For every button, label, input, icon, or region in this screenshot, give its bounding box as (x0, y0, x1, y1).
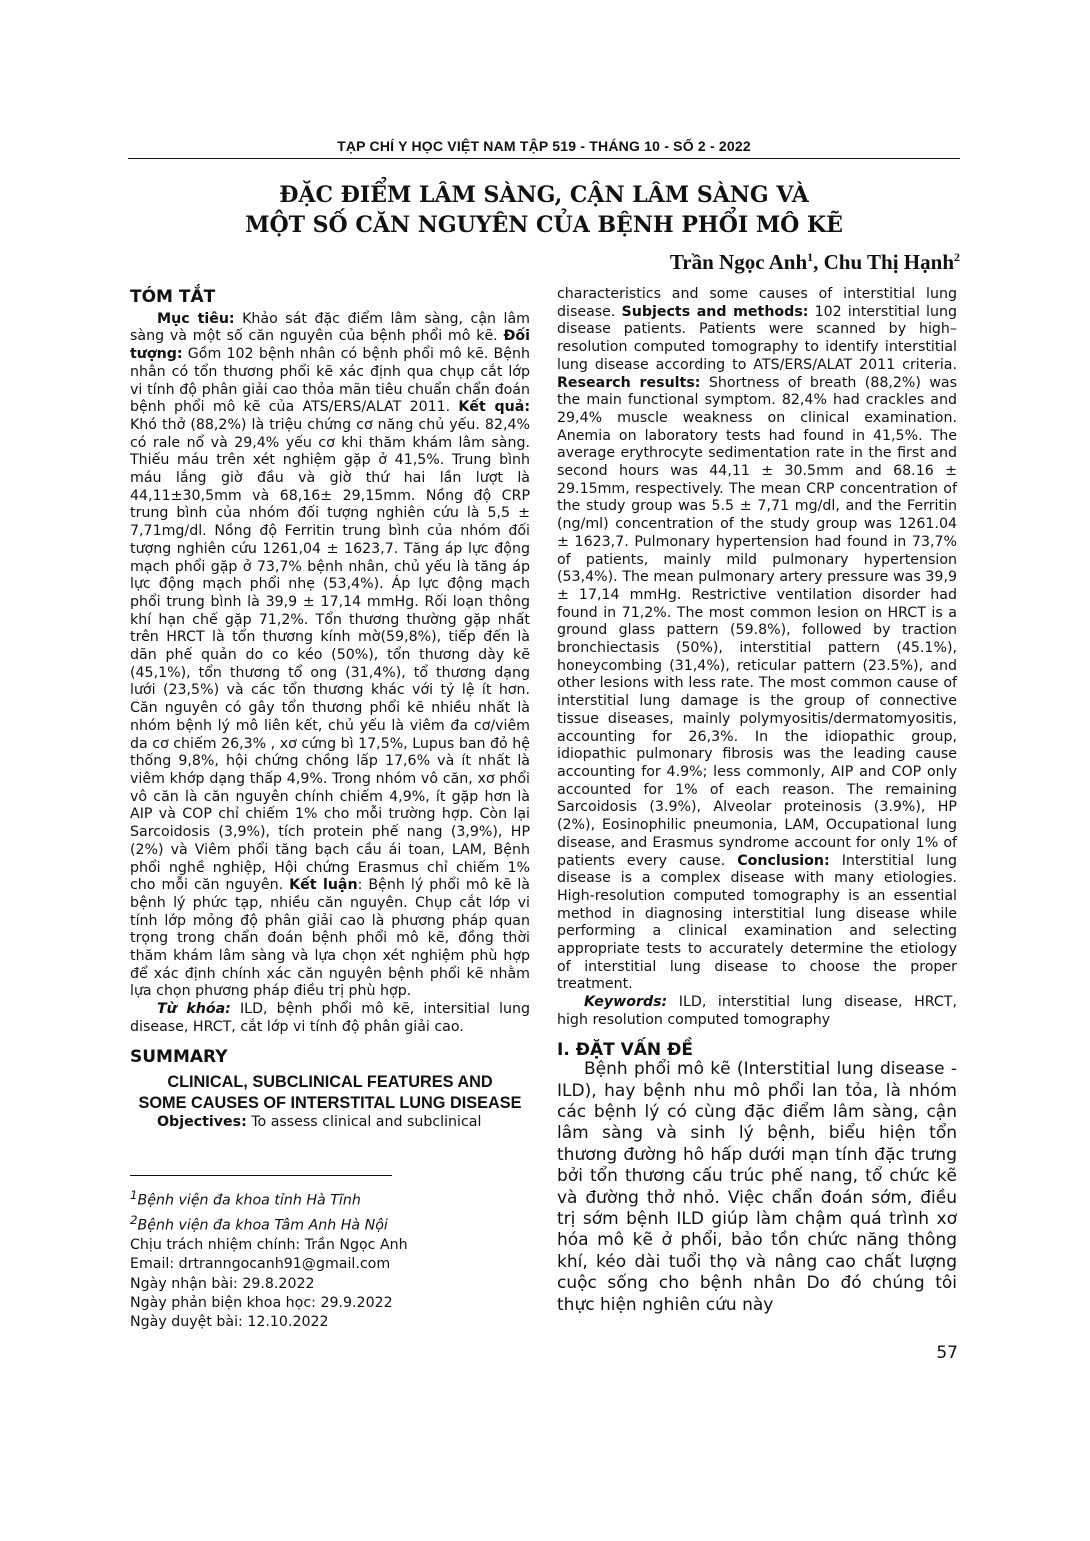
journal-header: TẠP CHÍ Y HỌC VIỆT NAM TẬP 519 - THÁNG 10 - SỐ 2 - 2022 (337, 138, 751, 154)
en-objectives-label: Objectives: (157, 1114, 247, 1131)
en-objectives-text-start: To assess clinical and subclinical (246, 1114, 482, 1131)
accepted-date: Ngày duyệt bài: 12.10.2022 (130, 1314, 329, 1331)
footnotes (130, 1186, 530, 1333)
summary-title (130, 1072, 530, 1114)
vn-keywords-text: ILD, bệnh phổi mô kẽ, intersitial lung disease, HRCT, cắt lớp vi tính độ phân giải cao. (130, 1001, 530, 1035)
page-number: 57 (936, 1343, 958, 1363)
affiliation-1 (130, 1186, 530, 1211)
summary-title-line-2: SOME CAUSES OF INTERSTITAL LUNG DISEASE (138, 1094, 522, 1113)
author-separator: , (813, 250, 824, 274)
vn-subjects-label: Đối tượng: (130, 328, 530, 363)
affiliation-2 (130, 1211, 530, 1236)
vn-objectives-label: Mục tiêu: (157, 310, 235, 327)
affiliation-2-text: Bệnh viện đa khoa Tâm Anh Hà Nội (137, 1217, 388, 1234)
affiliation-1-number: 1 (130, 1188, 138, 1202)
authors (670, 250, 960, 275)
en-keywords-label: Keywords: (584, 994, 668, 1011)
vn-results-label: Kết quả: (458, 399, 530, 416)
review-date: Ngày phản biện khoa học: 29.9.2022 (130, 1294, 393, 1311)
vn-keywords (130, 1001, 530, 1036)
en-results-text: Shortness of breath (88,2%) was the main functional symptom. 82,4% had crackles and 29,4% muscle weakness on clinical examination. Anemia on laboratory tests had found in 41,5%. The average erythrocyte sedimentation rate in the first and second hours was 44,11 ± 30.5mm and 68.16 ± 29.15mm, respectively. The mean CRP concentration of the study group was 5.5 ± 7,71 mg/dl, and the Ferritin (ng/ml) concentration of the study group was 1261.04 ± 1623,7. Pulmonary hypertension had found in 73,7% of patients, mainly mild pulmonary hypertension (53,4%). The mean pulmonary artery pressure was 39,9 ± 17,14 mmHg. Restrictive ventilation disorder had found in 71,2%. The most common lesion on HRCT is a ground glass pattern (59.8%), followed by traction bronchiectasis (50%), interstitial pattern (45.1%), honeycombing (31,4%), reticular pattern (23.5%), and other lesions with less rate. The most common cause of interstitial lung damage is the group of connective tissue diseases, mainly polymyositis/dermatomyositis, accounting for 26,3%. In the idiopathic group, idiopathic pulmonary fibrosis was the leading cause accounting for 4.9%; less commonly, AIP and COP only accounted for 1% of each reason. The remaining Sarcoidosis (3.9%), Alveolar proteinosis (3.9%), HP (2%), Eosinophilic pneumonia, LAM, Occupational lung disease, and Erasmus syndrome account for only 1% of patients every cause. (557, 374, 958, 869)
author-2: Chu Thị Hạnh (823, 250, 954, 274)
summary-title-line-1: CLINICAL, SUBCLINICAL FEATURES AND (167, 1073, 493, 1092)
en-abstract-body (557, 286, 957, 994)
en-conclusion-label: Conclusion: (737, 852, 830, 869)
en-conclusion-text: Interstitial lung disease is a complex disease with many etiologies. High-resolution computed tomography is an essential method in diagnosing interstitial lung disease while performing a clinical examination and selecting appropriate tests to accurately determine the etiology of interstitial lung disease to choose the proper treatment. (557, 852, 957, 993)
en-objectives-text-cont: characteristics and some causes of interstitial lung disease. (557, 286, 957, 320)
vn-objectives-text: Khảo sát đặc điểm lâm sàng, cận lâm sàng và một số căn nguyên của bệnh phổi mô kẽ. (130, 310, 530, 345)
vn-subjects-text: Gồm 102 bệnh nhân có bệnh phổi mô kẽ. Bệnh nhân có tổn thương phổi kẽ xác định qua chụp cắt lớp vi tính độ phân giải cao thỏa mãn tiêu chuẩn chẩn đoán bệnh phổi mô kẽ của ATS/ERS/ALAT 2011. (130, 346, 530, 416)
intro-heading: I. ĐẶT VẤN ĐỀ (557, 1039, 693, 1060)
author-2-affiliation: 2 (954, 250, 960, 264)
vn-conclusion-text: : Bệnh lý phổi mô kẽ là bệnh lý phức tạp, nhiều căn nguyên. Chụp cắt lớp vi tính lớp mỏng độ phân giải cao là phương pháp quan trọng trong chẩn đoán bệnh phổi mô kẽ, đồng thời thăm khám lâm sàng và lựa chọn xét nghiệm phù hợp để xác định chính xác căn nguyên bệnh phổi kẽ nhằm lựa chọn phương pháp điều trị phù hợp. (130, 877, 531, 1000)
right-column (557, 286, 957, 1316)
title-line-1: ĐẶC ĐIỂM LÂM SÀNG, CẬN LÂM SÀNG VÀ (279, 182, 809, 208)
vn-conclusion-label: Kết luận (289, 877, 358, 894)
summary-heading: SUMMARY (130, 1046, 228, 1067)
en-subjects-label: Subjects and methods: (621, 303, 809, 320)
intro-text: Bệnh phổi mô kẽ (Interstitial lung disease - ILD), hay bệnh nhu mô phổi lan tỏa, là nhóm các bệnh lý có cùng đặc điểm lâm sàng, cận lâm sàng và sinh lý bệnh, biểu hiện tổn thương đường hô hấp dưới mạn tính đặc trưng bởi tổn thương cấu trúc phế nang, tổ chức kẽ và đường thở nhỏ. Việc chẩn đoán sớm, điều trị sớm bệnh ILD giúp làm chậm quá trình xơ hóa mô kẽ ở phổi, bảo tồn chức năng thông khí, kéo dài tuổi thọ và nâng cao chất lượng cuộc sống cho bệnh nhân Do đó chúng tôi thực hiện nghiên cứu này (557, 1059, 957, 1315)
en-results-label: Research results: (557, 374, 701, 391)
en-subjects-text: 102 interstitial lung disease patients. Patients were scanned by high–resolution computed tomography to identify interstitial lung disease according to ATS/ERS/ALAT 2011 criteria. (557, 303, 957, 373)
article-title (128, 180, 960, 240)
en-keywords (557, 994, 957, 1029)
left-column (130, 289, 530, 1132)
footnote-rule (130, 1175, 392, 1176)
email: Email: drtranngocanh91@gmail.com (130, 1256, 391, 1273)
vn-keywords-label: Từ khóa: (157, 1001, 231, 1018)
vn-results-text: Khó thở (88,2%) là triệu chứng cơ năng chủ yếu. 82,4% có rale nổ và 29,4% yếu cơ khi thăm khám lâm sàng. Thiếu máu trên xét nghiệm gặp ở 41,5%. Trung bình máu lắng giờ đầu và giờ thứ hai lần lượt là 44,11±30,5mm và 68,16± 29,15mm. Nồng độ CRP trung bình của nhóm đối tượng nghiên cứu là 5,5 ± 7,71mg/dl. Nồng độ Ferritin trung bình của nhóm đối tượng nghiên cứu 1261,04 ± 1623,7. Tăng áp lực động mạch phổi gặp ở 73,7% bệnh nhân, chủ yếu là tăng áp lực động mạch phổi nhẹ (53,4%). Áp lực động mạch phổi trung bình là 39,9 ± 17,14 mmHg. Rối loạn thông khí hạn chế gặp 71,2%. Tổn thương thường gặp nhất trên HRCT là tổn thương kính mờ(59,8%), tiếp đến là dãn phế quản do co kéo (50%), tổn thương dày kẽ (45,1%), tổn thương tổ ong (31,4%), tổ thương dạng lưới (23,5%) và các tổn thương khác với tỷ lệ ít hơn. Căn nguyên có gây tổn thương phổi kẽ nhiều nhất là nhóm bệnh lý mô liên kết, chủ yếu là viêm đa cơ/viêm da cơ chiếm 26,3% , xơ cứng bì 17,5%, Lupus ban đỏ hệ thống 9,8%, hội chứng chồng lấp 17,6% và ít nhất là viêm khớp dạng thấp 4,9%. Trong nhóm vô căn, xơ phổi vô căn là căn nguyên chính chiếm 4,9%, ít gặp hơn là AIP và COP chỉ chiếm 1% cho mỗi trường hợp. Còn lại Sarcoidosis (3,9%), tích protein phế nang (3,9%), HP (2%) và Viêm phổi tăng bạch cầu ái toan, LAM, Bệnh phổi nghề nghiệp, Hội chứng Erasmus chỉ chiếm 1% cho mỗi căn nguyên. (130, 416, 530, 894)
vn-abstract-heading: TÓM TẮT (130, 287, 216, 307)
affiliation-1-text: Bệnh viện đa khoa tỉnh Hà Tĩnh (137, 1192, 361, 1209)
author-1-affiliation: 1 (807, 250, 814, 264)
title-line-2: MỘT SỐ CĂN NGUYÊN CỦA BỆNH PHỔI MÔ KẼ (245, 212, 843, 238)
affiliation-2-number: 2 (130, 1213, 138, 1228)
received-date: Ngày nhận bài: 29.8.2022 (130, 1275, 315, 1292)
en-keywords-text: ILD, interstitial lung disease, HRCT, high resolution computed tomography (557, 994, 957, 1028)
author-1: Trần Ngọc Anh (669, 250, 808, 274)
corresponding-author: Chịu trách nhiệm chính: Trần Ngọc Anh (130, 1237, 408, 1254)
vn-abstract-body (130, 311, 530, 1001)
header-rule (128, 158, 960, 159)
en-abstract-start (130, 1114, 530, 1132)
